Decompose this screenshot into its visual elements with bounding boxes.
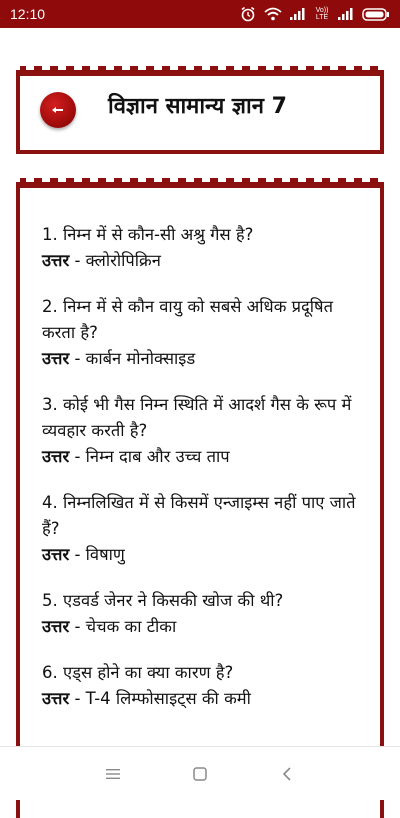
signal-icon <box>338 8 354 20</box>
battery-icon <box>362 8 390 21</box>
answer-label: उत्तर <box>42 349 70 368</box>
answer-text: - विषाणु <box>69 545 125 564</box>
question-text: 1. निम्न में से कौन-सी अश्रु गैस है? <box>42 225 254 244</box>
question-list <box>42 222 362 732</box>
question-text: 3. कोई भी गैस निम्न स्थिति में आदर्श गैस के रूप में व्यवहार करती है? <box>42 395 352 440</box>
header-card <box>16 66 384 154</box>
status-time: 12:10 <box>10 6 46 22</box>
recent-apps-button[interactable] <box>93 754 133 794</box>
network-type-label: Vo)) LTE <box>315 7 329 21</box>
answer-label: उत्तर <box>42 251 70 270</box>
question-item <box>42 660 362 712</box>
status-icons <box>240 6 390 22</box>
question-item <box>42 588 362 640</box>
answer-text: - क्लोरोपिक्रिन <box>69 251 161 270</box>
navigation-bar <box>0 746 400 800</box>
signal-icon <box>290 8 306 20</box>
back-nav-button[interactable] <box>267 754 307 794</box>
question-item <box>42 490 362 568</box>
answer-text: - निम्न दाब और उच्च ताप <box>69 447 230 466</box>
question-text: 5. एडवर्ड जेनर ने किसकी खोज की थी? <box>42 591 284 610</box>
answer-label: उत्तर <box>42 689 70 708</box>
question-item <box>42 222 362 274</box>
back-triangle-icon <box>281 766 293 782</box>
question-text: 2. निम्न में से कौन वायु को सबसे अधिक प्रदूषित करता है? <box>42 297 333 342</box>
question-item <box>42 294 362 372</box>
arrow-left-icon <box>52 106 64 114</box>
page-title: विज्ञान सामान्य ज्ञान 7 <box>108 94 287 119</box>
status-bar <box>0 0 400 28</box>
home-button[interactable] <box>180 754 220 794</box>
answer-text: - कार्बन मोनोक्साइड <box>69 349 196 368</box>
answer-label: उत्तर <box>42 545 70 564</box>
answer-text: - T-4 लिम्फोसाइट्स की कमी <box>69 689 251 708</box>
answer-label: उत्तर <box>42 617 70 636</box>
question-item <box>42 392 362 470</box>
menu-icon <box>105 768 121 780</box>
content-card <box>16 178 384 818</box>
question-text: 4. निम्नलिखित में से किसमें एन्जाइम्स नहीं पाए जाते हैं? <box>42 493 356 538</box>
wifi-icon <box>264 7 282 21</box>
question-text: 6. एड्स होने का क्या कारण है? <box>42 663 234 682</box>
alarm-icon <box>240 6 256 22</box>
answer-text: - चेचक का टीका <box>69 617 177 636</box>
back-button[interactable] <box>40 92 76 128</box>
home-square-icon <box>192 766 208 782</box>
answer-label: उत्तर <box>42 447 70 466</box>
